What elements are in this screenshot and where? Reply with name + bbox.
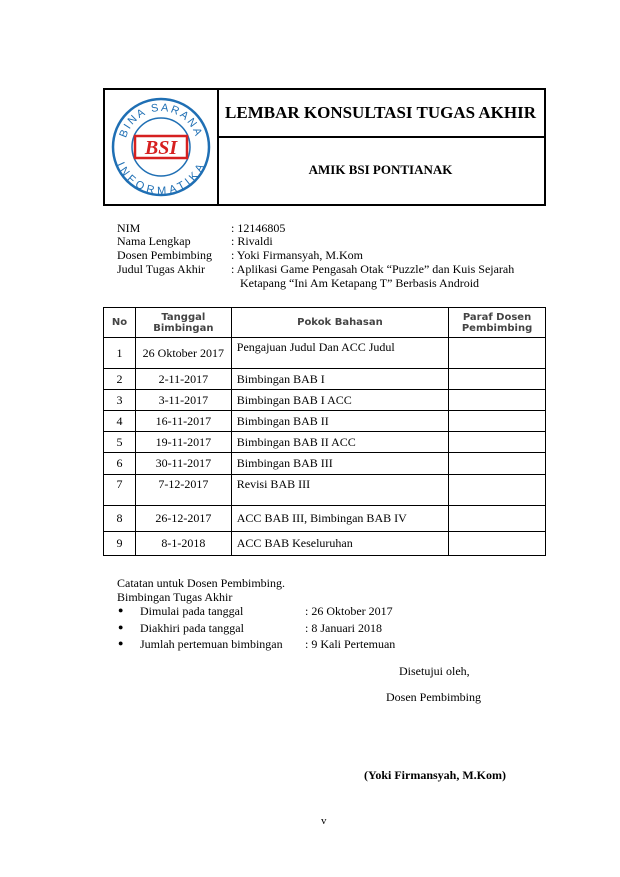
row-topic: Bimbingan BAB III: [231, 453, 448, 475]
table-row: [104, 338, 546, 369]
row-topic: Bimbingan BAB II ACC: [231, 432, 448, 453]
row-no: 8: [104, 506, 136, 532]
table-row: [104, 532, 546, 556]
row-date: 7-12-2017: [135, 475, 231, 506]
header-box: [103, 88, 546, 206]
row-topic: ACC BAB Keseluruhan: [231, 532, 448, 556]
page-number: v: [321, 815, 327, 827]
notes-item-label: Diakhiri pada tanggal: [140, 621, 244, 635]
info-label-advisor: Dosen Pembimbing: [117, 248, 212, 262]
row-topic: Bimbingan BAB II: [231, 411, 448, 432]
info-value-name: : Rivaldi: [231, 234, 273, 248]
institution-name: AMIK BSI PONTIANAK: [308, 162, 453, 177]
approver-name: (Yoki Firmansyah, M.Kom): [364, 768, 506, 782]
row-date: 2-11-2017: [135, 369, 231, 390]
info-value-nim: : 12146805: [231, 221, 286, 235]
row-date: 8-1-2018: [135, 532, 231, 556]
row-signature: [449, 532, 546, 556]
document-title: LEMBAR KONSULTASI TUGAS AKHIR: [217, 90, 544, 138]
row-no: 9: [104, 532, 136, 556]
table-row: [104, 453, 546, 475]
info-label-name: Nama Lengkap: [117, 234, 191, 248]
consultation-table: [103, 307, 546, 556]
notes-item-value: : 9 Kali Pertemuan: [305, 637, 396, 651]
approval-label: Disetujui oleh,: [399, 664, 470, 678]
row-no: 1: [104, 338, 136, 369]
row-signature: [449, 506, 546, 532]
row-date: 16-11-2017: [135, 411, 231, 432]
row-topic: Pengajuan Judul Dan ACC Judul: [231, 338, 448, 369]
notes-item-label: Jumlah pertemuan bimbingan: [140, 637, 283, 651]
info-value-thesis-title: : Aplikasi Game Pengasah Otak “Puzzle” dan Kuis Sejarah: [231, 262, 515, 276]
row-date: 30-11-2017: [135, 453, 231, 475]
row-signature: [449, 390, 546, 411]
row-topic: Bimbingan BAB I ACC: [231, 390, 448, 411]
table-row: [104, 369, 546, 390]
row-no: 7: [104, 475, 136, 506]
row-signature: [449, 338, 546, 369]
col-header-topic: Pokok Bahasan: [231, 308, 448, 338]
svg-text:BINA SARANA: [117, 102, 204, 140]
logo-mark: BSI: [144, 137, 178, 159]
row-date: 26 Oktober 2017: [135, 338, 231, 369]
info-label-nim: NIM: [117, 221, 141, 235]
info-value-advisor: : Yoki Firmansyah, M.Kom: [231, 248, 364, 262]
approval-role: Dosen Pembimbing: [386, 690, 481, 704]
table-row: [104, 506, 546, 532]
row-no: 6: [104, 453, 136, 475]
row-no: 4: [104, 411, 136, 432]
row-date: 26-12-2017: [135, 506, 231, 532]
svg-text:INFORMATIKA: [114, 160, 207, 197]
row-date: 3-11-2017: [135, 390, 231, 411]
table-row: [104, 432, 546, 453]
col-header-no: No: [104, 308, 136, 338]
notes-subheading: Bimbingan Tugas Akhir: [117, 590, 233, 604]
row-no: 5: [104, 432, 136, 453]
row-topic: Bimbingan BAB I: [231, 369, 448, 390]
bullet-icon: ●: [118, 605, 124, 615]
bullet-icon: ●: [118, 638, 124, 648]
notes-heading: Catatan untuk Dosen Pembimbing.: [117, 576, 285, 590]
col-header-date: Tanggal Bimbingan: [135, 308, 231, 338]
row-topic: ACC BAB III, Bimbingan BAB IV: [231, 506, 448, 532]
table-header-row: [104, 308, 546, 338]
row-no: 2: [104, 369, 136, 390]
row-date: 19-11-2017: [135, 432, 231, 453]
notes-item-value: : 8 Januari 2018: [305, 621, 382, 635]
row-topic: Revisi BAB III: [231, 475, 448, 506]
table-row: [104, 475, 546, 506]
bsi-logo: [105, 90, 217, 204]
table-row: [104, 390, 546, 411]
row-signature: [449, 432, 546, 453]
row-signature: [449, 411, 546, 432]
info-value-thesis-title-line2: Ketapang “Ini Am Ketapang T” Berbasis Android: [240, 276, 480, 290]
logo-bottom-text: INFORMATIKA: [114, 160, 208, 198]
info-label-thesis-title: Judul Tugas Akhir: [117, 262, 206, 276]
row-signature: [449, 453, 546, 475]
row-no: 3: [104, 390, 136, 411]
notes-item-label: Dimulai pada tanggal: [140, 604, 244, 618]
logo-cell: [105, 90, 219, 204]
notes-item-value: : 26 Oktober 2017: [305, 604, 393, 618]
row-signature: [449, 369, 546, 390]
table-row: [104, 411, 546, 432]
logo-top-text: BINA SARANA: [117, 101, 205, 140]
row-signature: [449, 475, 546, 506]
col-header-signature: Paraf Dosen Pembimbing: [449, 308, 546, 338]
bullet-icon: ●: [118, 622, 124, 632]
